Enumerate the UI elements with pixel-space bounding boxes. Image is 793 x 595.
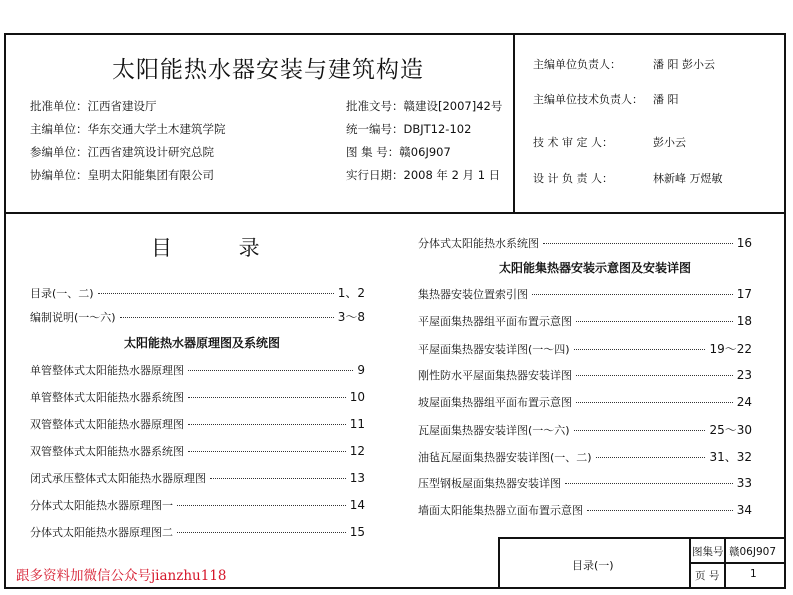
toc-entry[interactable]: [30, 497, 365, 513]
toc-entry[interactable]: [30, 470, 365, 486]
signature-role: 主编单位负责人：: [533, 58, 621, 71]
toc-entry-title: 压型钢板屋面集热器安装详图: [418, 477, 561, 490]
toc-entry-title: 单管整体式太阳能热水器原理图: [30, 364, 184, 377]
header-divider: [4, 212, 786, 214]
toc-entry-page: 3～8: [337, 310, 365, 324]
dot-leader: [576, 375, 733, 376]
toc-entry-page: 25～30: [709, 423, 752, 437]
signature-role: 主编单位技术负责人：: [533, 93, 643, 106]
dot-leader: [576, 402, 733, 403]
toc-entry-page: 24: [736, 395, 752, 409]
toc-entry-title: 平屋面集热器安装详图(一～四): [418, 343, 570, 356]
toc-entry-page: 15: [349, 525, 365, 539]
toc-entry-title: 分体式太阳能热水器原理图一: [30, 499, 173, 512]
toc-entry-page: 16: [736, 236, 752, 250]
effective-date: 实行日期：2008 年 2 月 1 日: [346, 168, 501, 182]
toc-entry-page: 12: [349, 444, 365, 458]
toc-entry-page: 9: [357, 363, 365, 377]
toc-entry[interactable]: [418, 502, 752, 518]
approval-document: 批准文号：赣建设[2007]42号: [346, 99, 503, 113]
toc-entry-page: 33: [736, 476, 752, 490]
toc-entry[interactable]: [418, 235, 752, 251]
signature-names: 潘 阳 彭小云: [653, 58, 715, 71]
toc-entry-title: 平屋面集热器组平面布置示意图: [418, 315, 572, 328]
signature-role: 设 计 负 责 人：: [533, 172, 613, 185]
signature-role: 技 术 审 定 人：: [533, 136, 613, 149]
atlas-number-value: 赣06J907: [729, 546, 776, 558]
toc-entry-page: 11: [349, 417, 365, 431]
toc-entry-page: 18: [736, 314, 752, 328]
toc-entry-page: 23: [736, 368, 752, 382]
toc-entry-page: 1、2: [337, 286, 365, 300]
toc-entry-title: 双管整体式太阳能热水器系统图: [30, 445, 184, 458]
page-number-label: 页 号: [695, 570, 720, 582]
watermark: 跟多资料加微信公众号jianzhu118: [16, 568, 227, 584]
toc-entry-title: 瓦屋面集热器安装详图(一～六): [418, 424, 570, 437]
signature-names: 潘 阳: [653, 93, 679, 106]
toc-entry-title: 分体式太阳能热水系统图: [418, 237, 539, 250]
page-number-value: 1: [750, 568, 757, 580]
dot-leader: [188, 370, 353, 371]
toc-entry-page: 17: [736, 287, 752, 301]
toc-section-heading: 太阳能热水器原理图及系统图: [124, 336, 281, 350]
dot-leader: [98, 293, 334, 294]
editor-unit: 主编单位：华东交通大学土木建筑学院: [30, 122, 226, 136]
dot-leader: [565, 483, 733, 484]
dot-leader: [574, 430, 706, 431]
toc-entry-title: 闭式承压整体式太阳能热水器原理图: [30, 472, 206, 485]
toc-entry[interactable]: [418, 340, 752, 357]
dot-leader: [576, 321, 733, 322]
toc-entry-page: 14: [349, 498, 365, 512]
dot-leader: [177, 505, 346, 506]
toc-entry[interactable]: [30, 308, 365, 325]
unified-code: 统一编号：DBJT12-102: [346, 122, 472, 136]
atlas-number-label: 图集号: [692, 546, 724, 558]
toc-entry[interactable]: [30, 443, 365, 459]
toc-entry-title: 集热器安装位置索引图: [418, 288, 528, 301]
dot-leader: [210, 478, 346, 479]
toc-entry-page: 34: [736, 503, 752, 517]
title-block-divider: [689, 562, 786, 564]
toc-entry-title: 刚性防水平屋面集热器安装详图: [418, 369, 572, 382]
dot-leader: [587, 510, 733, 511]
toc-entry[interactable]: [418, 475, 752, 491]
toc-entry[interactable]: [30, 284, 365, 301]
dot-leader: [120, 317, 334, 318]
signature-names: 林新峰 万煜敏: [653, 172, 723, 185]
toc-entry-title: 油毡瓦屋面集热器安装详图(一、二): [418, 451, 592, 464]
dot-leader: [188, 451, 346, 452]
toc-entry-title: 单管整体式太阳能热水器系统图: [30, 391, 184, 404]
dot-leader: [574, 349, 706, 350]
dot-leader: [188, 424, 346, 425]
toc-entry-page: 10: [349, 390, 365, 404]
drawing-name: 目录(一): [572, 559, 614, 572]
toc-entry[interactable]: [418, 313, 752, 329]
page-title: 太阳能热水器安装与建筑构造: [112, 57, 424, 83]
toc-entry-page: 31、32: [709, 450, 752, 464]
toc-entry[interactable]: [418, 421, 752, 438]
toc-entry[interactable]: [418, 394, 752, 410]
approval-unit: 批准单位：江西省建设厅: [30, 99, 157, 113]
toc-entry-title: 分体式太阳能热水器原理图二: [30, 526, 173, 539]
toc-entry-page: 13: [349, 471, 365, 485]
header-signature-divider: [513, 33, 515, 213]
toc-section-heading: 太阳能集热器安装示意图及安装详图: [499, 261, 692, 275]
toc-entry-title: 坡屋面集热器组平面布置示意图: [418, 396, 572, 409]
toc-heading: 目 录: [151, 236, 290, 260]
cosponsor-unit: 协编单位：皇明太阳能集团有限公司: [30, 168, 214, 182]
dot-leader: [596, 457, 706, 458]
participant-unit: 参编单位：江西省建筑设计研究总院: [30, 145, 214, 159]
toc-entry[interactable]: [418, 286, 752, 302]
dot-leader: [532, 294, 733, 295]
dot-leader: [543, 243, 733, 244]
dot-leader: [188, 397, 346, 398]
toc-entry[interactable]: [30, 389, 365, 405]
toc-entry-page: 19～22: [709, 342, 752, 356]
toc-entry[interactable]: [30, 524, 365, 540]
signature-names: 彭小云: [653, 136, 686, 149]
toc-entry[interactable]: [30, 362, 365, 378]
toc-entry-title: 编制说明(一～六): [30, 311, 116, 324]
atlas-number: 图 集 号：赣06J907: [346, 145, 451, 159]
toc-entry-title: 墙面太阳能集热器立面布置示意图: [418, 504, 583, 517]
toc-entry-title: 双管整体式太阳能热水器原理图: [30, 418, 184, 431]
toc-entry[interactable]: [30, 416, 365, 432]
toc-entry[interactable]: [418, 367, 752, 383]
toc-entry[interactable]: [418, 448, 752, 465]
dot-leader: [177, 532, 346, 533]
toc-entry-title: 目录(一、二): [30, 287, 94, 300]
